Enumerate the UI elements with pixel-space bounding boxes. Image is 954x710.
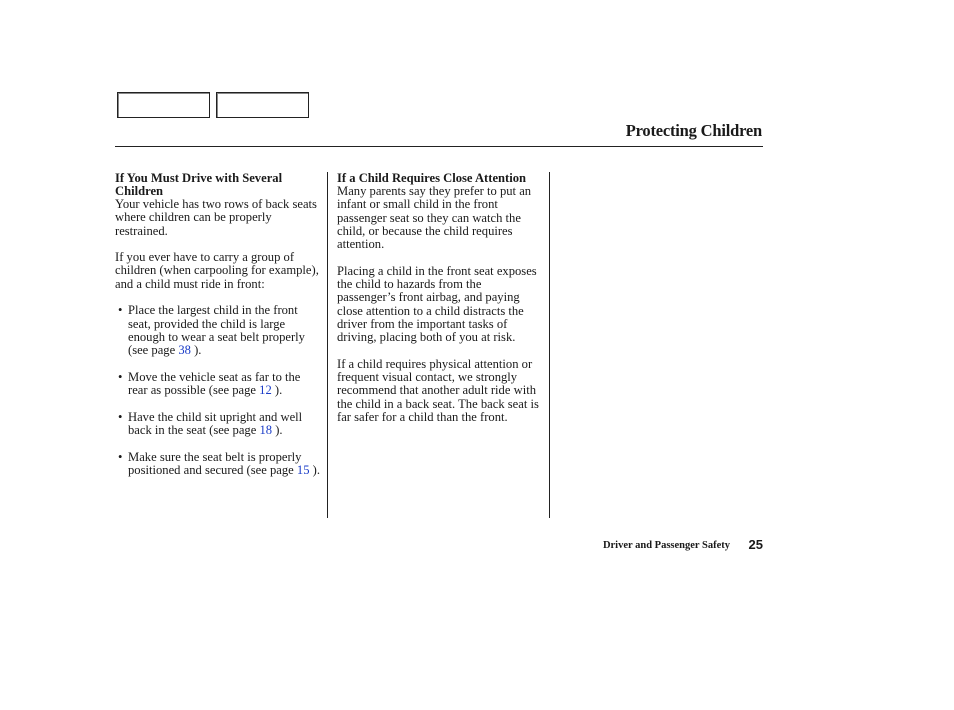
bullet-item [115,371,321,398]
column-divider [327,172,328,518]
section-tab-1 [117,92,210,118]
bullet-text-end: ). [271,383,283,398]
bullet-list [115,304,321,477]
right-paragraph: If a child requires physical attention or frequent visual contact, we strongly recommend that another adult ride with the child in a back seat. The back seat is far safer for a child than the front. [337,356,539,425]
bullet-text: Have the child sit upright and well back in the seat (see page [128,409,303,438]
left-column-heading: If You Must Drive with Several Children [115,171,283,198]
page-link[interactable]: 18 [259,423,273,438]
bullet-item [115,411,321,438]
right-paragraph: Placing a child in the front seat exposes the child to hazards from the passenger’s front airbag, and paying close attention to a child distracts the driver from the important tasks of driving, placing both of you at risk. [337,263,537,345]
left-paragraph: Your vehicle has two rows of back seats where children can be properly restrained. [115,197,317,238]
bullet-item [115,304,321,357]
bullet-text-end: ). [190,343,202,358]
bullet-text: Make sure the seat belt is properly positioned and secured (see page [128,449,302,477]
bullet-item [115,451,321,478]
right-paragraph: Many parents say they prefer to put an infant or small child in the front passenger seat so they can watch the child, or because the child requires attention. [337,184,532,252]
page-link[interactable]: 15 [296,462,310,477]
bullet-text: Move the vehicle seat as far to the rear as possible (see page [128,369,301,398]
page-link[interactable]: 38 [178,343,191,358]
bullet-text-end: ). [309,462,320,477]
page-number: 25 [748,537,763,552]
bullet-icon: • [118,409,123,424]
page-link[interactable]: 12 [259,383,272,398]
bullet-icon: • [118,369,123,384]
title-divider [115,146,763,147]
page-title: Protecting Children [625,121,762,140]
right-column-heading: If a Child Requires Close Attention [337,171,527,185]
bullet-text-end: ). [272,423,283,438]
left-paragraph: If you ever have to carry a group of children (when carpooling for example), and a child must ride in front: [115,250,319,291]
bullet-icon: • [118,303,123,318]
section-tab-2 [216,92,309,118]
column-divider [549,172,550,518]
bullet-text: Place the largest child in the front seat, provided the child is large enough to wear a seat belt properly (see page [128,303,305,358]
bullet-icon: • [118,449,123,464]
right-column [337,172,543,438]
footer-section-title: Driver and Passenger Safety [602,540,730,551]
left-column [115,172,321,491]
